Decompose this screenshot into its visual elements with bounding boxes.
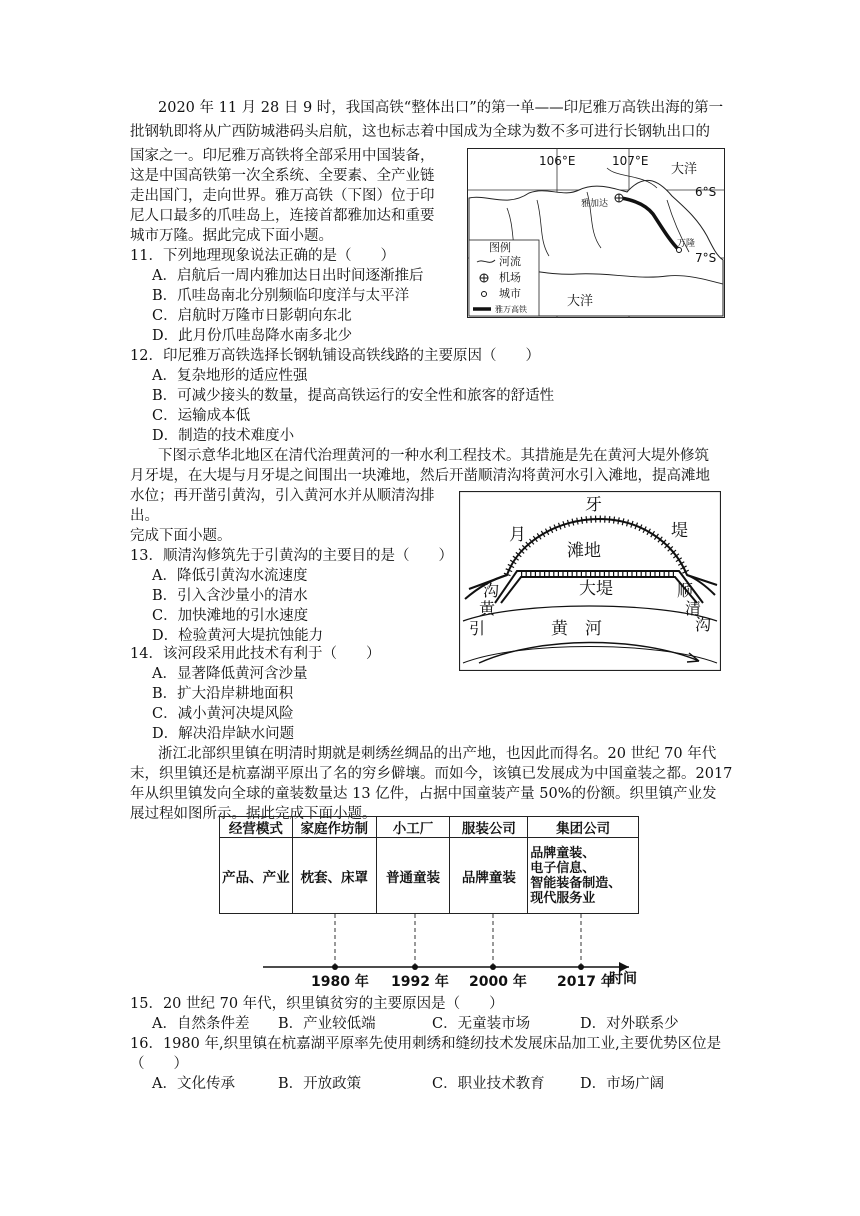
year-1992: 1992 年 (391, 974, 449, 990)
q12-option-c: C．运输成本低 (152, 408, 251, 424)
header-family-workshop: 家庭作坊制 (292, 817, 376, 838)
lon-label-107: 107°E (612, 154, 649, 168)
passage1-line: 城市万隆。据此完成下面小题。 (130, 228, 333, 244)
year-2017: 2017 年 (557, 974, 615, 990)
q15-option-b: B．产业较低端 (278, 1016, 376, 1032)
passage3-line: 末，织里镇还是杭嘉湖平原出了名的穷乡僻壤。而如今，该镇已发展成为中国童装之都。2017 (130, 766, 733, 782)
passage1-line: 走出国门，走向世界。雅万高铁（下图）位于印 (130, 188, 435, 204)
passage1-line: 尼人口最多的爪哇岛上，连接首都雅加达和重要 (130, 208, 435, 224)
label-qing: 清 (685, 599, 702, 618)
q16-option-d: D．市场广阔 (580, 1076, 665, 1092)
q13-option-b: B．引入含沙量小的清水 (152, 588, 308, 604)
q11-stem: 11．下列地理现象说法正确的是（ ） (130, 248, 395, 264)
q12-option-a: A．复杂地形的适应性强 (152, 368, 308, 384)
passage2-line: 水位；再开凿引黄沟，引入黄河水并从顺清沟排 (130, 488, 435, 504)
passage1-line: 这是中国高铁第一次全系统、全要素、全产业链 (130, 168, 435, 184)
lat-label-7s: 7°S (695, 251, 717, 265)
q11-option-c: C．启航时万隆市日影朝向东北 (152, 308, 352, 324)
city-label-bandung: 万隆 (677, 239, 696, 249)
legend-title: 图例 (489, 241, 511, 254)
q14-stem: 14．该河段采用此技术有利于（ ） (130, 646, 381, 662)
passage3-line: 展过程如图所示。据此完成下面小题。 (130, 806, 377, 822)
header-garment-company: 服装公司 (450, 817, 528, 838)
passage2-line: 月牙堤，在大堤与月牙堤之间围出一块滩地，然后开凿顺清沟将黄河水引入滩地，提高滩地 (130, 468, 710, 484)
q13-stem: 13．顺清沟修筑先于引黄沟的主要目的是（ ） (130, 548, 453, 564)
city-label-jakarta: 雅加达 (581, 199, 609, 209)
label-tandi: 滩地 (567, 541, 601, 561)
group-line: 品牌童装、 (530, 845, 596, 861)
ocean-label-north: 大洋 (671, 162, 698, 177)
q11-option-a: A．启航后一周内雅加达日出时间逐渐推后 (152, 268, 424, 284)
q12-option-b: B．可减少接头的数量，提高高铁运行的安全性和旅客的舒适性 (152, 388, 555, 404)
legend-city: 城市 (499, 287, 521, 300)
q12-stem: 12．印尼雅万高铁选择长钢轨铺设高铁线路的主要原因（ ） (130, 348, 540, 364)
year-1980: 1980 年 (311, 974, 369, 990)
dike-diagram (459, 491, 721, 671)
passage1-line: 批钢轨即将从广西防城港码头启航，这也标志着中国成为全球为数不多可进行长钢轨出口的 (130, 124, 710, 140)
passage1-line: 2020 年 11 月 28 日 9 时，我国高铁“整体出口”的第一单——印尼雅万高铁出海的第一 (158, 100, 724, 116)
label-gou-right: 沟 (695, 615, 712, 634)
timeline (219, 914, 659, 994)
lon-label-106: 106°E (539, 154, 576, 168)
q16-option-a: A．文化传承 (152, 1076, 235, 1092)
label-huanghe: 黄 河 (551, 619, 602, 639)
q15-option-d: D．对外联系少 (580, 1016, 679, 1032)
year-2000: 2000 年 (469, 974, 527, 990)
header-small-factory: 小工厂 (376, 817, 450, 838)
q14-option-a: A．显著降低黄河含沙量 (152, 666, 308, 682)
cell-brand-childrenswear: 品牌童装 (450, 838, 528, 914)
header-group-company: 集团公司 (528, 817, 639, 838)
legend-river: 河流 (499, 255, 521, 268)
q13-option-d: D．检验黄河大堤抗蚀能力 (152, 628, 324, 644)
passage3-line: 年从织里镇发向全球的童装数量达 13 亿件，占据中国童装产量 50%的份额。织里镇产业发 (130, 786, 717, 802)
label-huang: 黄 (479, 599, 496, 618)
q15-option-c: C．无童装市场 (432, 1016, 531, 1032)
passage2-line: 出。 (130, 508, 159, 524)
legend-airport: 机场 (499, 271, 521, 284)
passage2-line: 下图示意华北地区在清代治理黄河的一种水利工程技术。其措施是先在黄河大堤外修筑 (158, 448, 709, 464)
label-dadi: 大堤 (579, 579, 613, 599)
label-yin: 引 (469, 619, 486, 638)
q13-option-a: A．降低引黄沟水流速度 (152, 568, 308, 584)
group-line: 智能装备制造、 (530, 875, 622, 891)
label-ya: 牙 (585, 495, 602, 515)
q16-option-c: C．职业技术教育 (432, 1076, 545, 1092)
cell-ordinary-childrenswear: 普通童装 (376, 838, 450, 914)
label-shun: 顺 (677, 581, 694, 600)
group-line: 电子信息、 (530, 860, 596, 876)
legend-railway: 雅万高铁 (495, 305, 527, 314)
axis-label-time: 时间 (609, 971, 637, 987)
java-map-figure (467, 148, 725, 318)
q15-stem: 15．20 世纪 70 年代，织里镇贫穷的主要原因是（ ） (130, 996, 504, 1012)
passage1-line: 国家之一。印尼雅万高铁将全部采用中国装备， (130, 148, 435, 164)
lat-label-6s: 6°S (695, 185, 717, 199)
label-yue: 月 (509, 525, 526, 545)
passage2-line: 完成下面小题。 (130, 528, 232, 544)
q11-option-b: B．爪哇岛南北分别频临印度洋与太平洋 (152, 288, 410, 304)
passage3-line: 浙江北部织里镇在明清时期就是刺绣丝绸品的出产地，也因此而得名。20 世纪 70 年代 (158, 746, 717, 762)
q13-option-c: C．加快滩地的引水速度 (152, 608, 309, 624)
q15-option-a: A．自然条件差 (152, 1016, 250, 1032)
row-product-industry: 产品、产业 (220, 838, 293, 914)
group-line: 现代服务业 (530, 890, 596, 906)
q14-option-c: C．减小黄河决堤风险 (152, 706, 294, 722)
cell-pillow-bedspread: 枕套、床罩 (292, 838, 376, 914)
q16-stem: 16．1980 年,织里镇在杭嘉湖平原率先使用刺绣和缝纫技术发展床品加工业,主要优势区位是 (130, 1036, 722, 1052)
cell-group-industries (528, 838, 639, 914)
q16-option-b: B．开放政策 (278, 1076, 362, 1092)
q14-option-d: D．解决沿岸缺水问题 (152, 726, 295, 742)
header-mode: 经营模式 (220, 817, 293, 838)
q16-stem-blank: （ ） (130, 1056, 188, 1072)
q14-option-b: B．扩大沿岸耕地面积 (152, 686, 294, 702)
label-di: 堤 (671, 521, 688, 541)
development-table (219, 816, 639, 914)
ocean-label-south: 大洋 (567, 294, 594, 309)
label-gou-left: 沟 (483, 581, 500, 600)
q12-option-d: D．制造的技术难度小 (152, 428, 295, 444)
q11-option-d: D．此月份爪哇岛降水南多北少 (152, 328, 353, 344)
